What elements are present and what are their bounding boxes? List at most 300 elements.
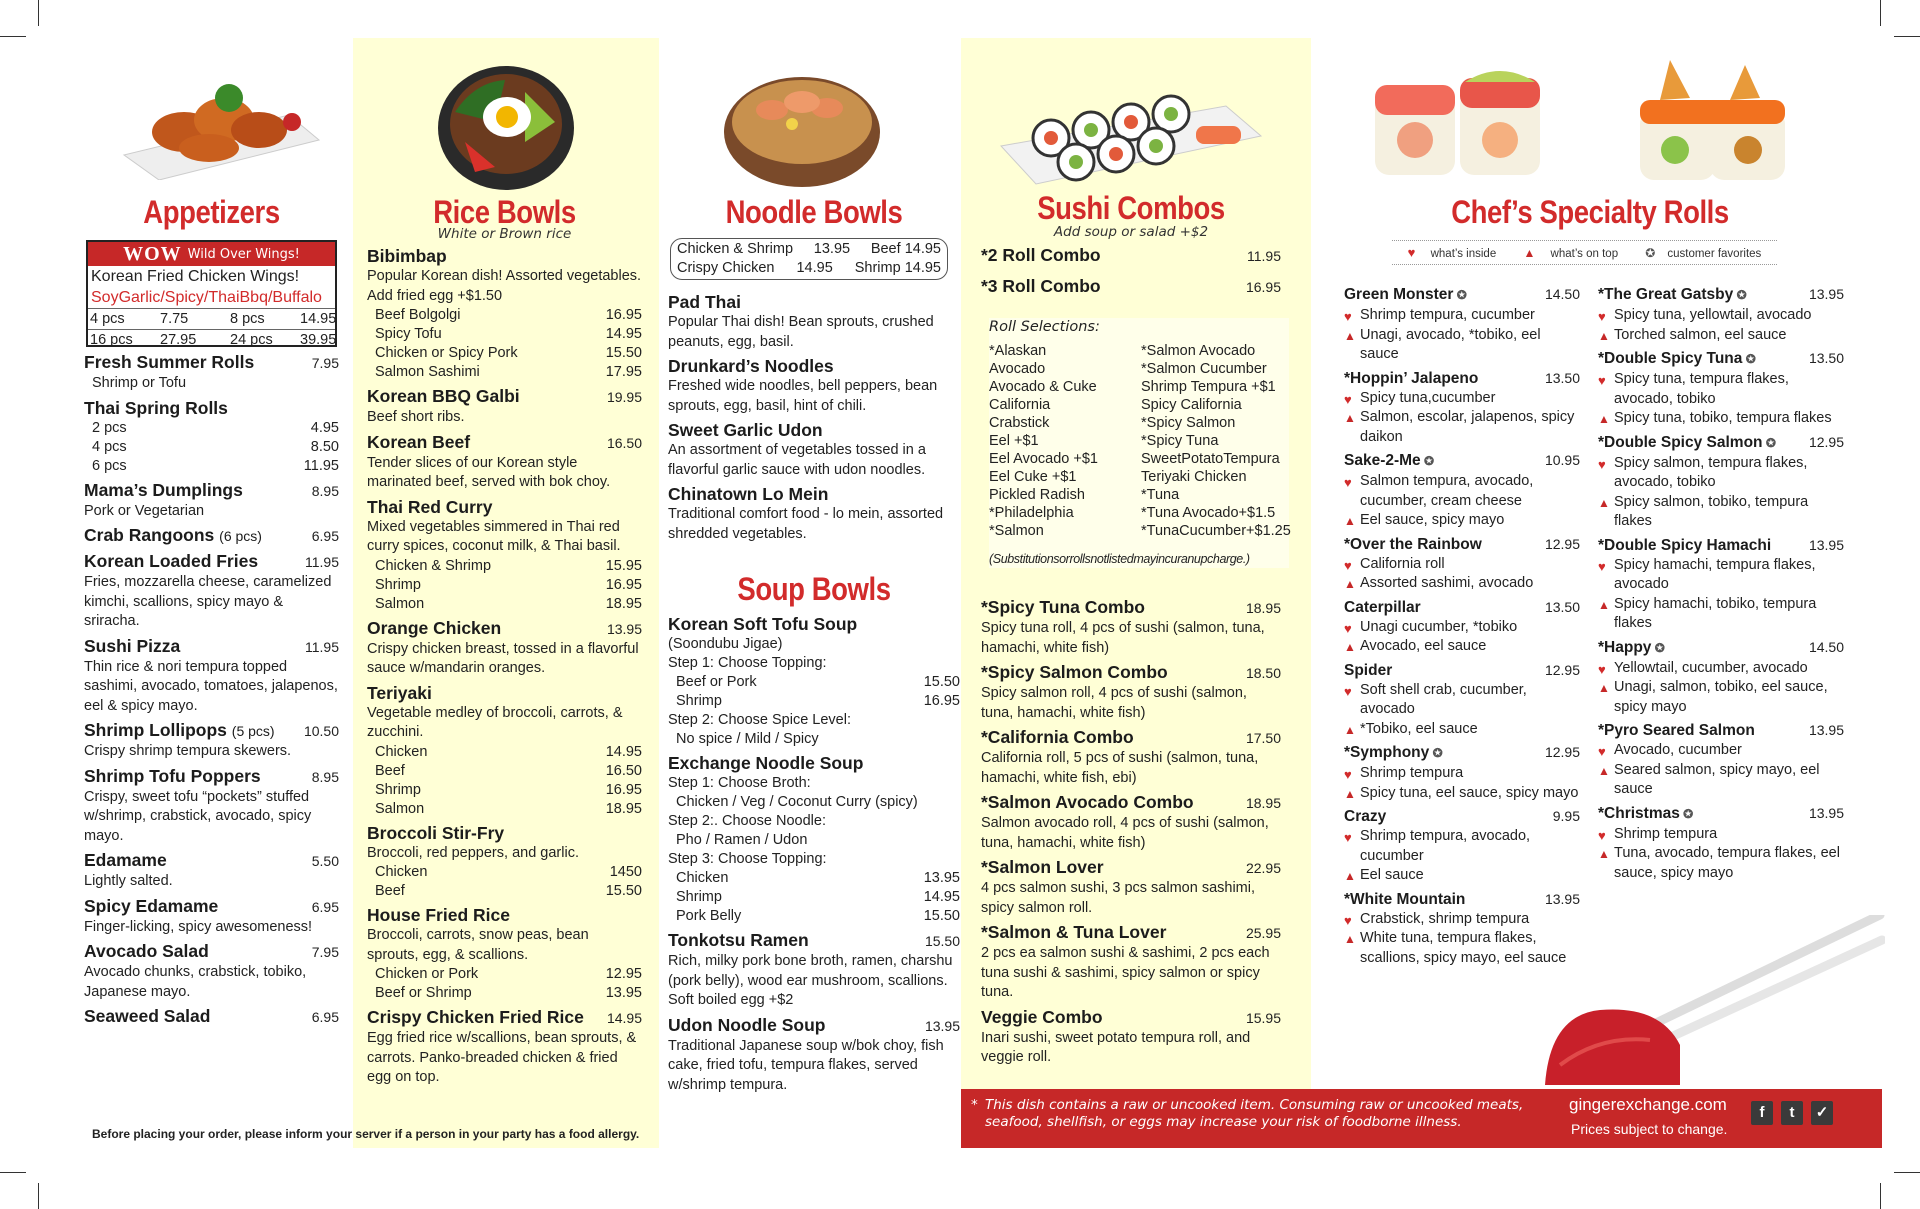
menu-item (981, 597, 1281, 658)
item-title: Tonkotsu Ramen (668, 930, 809, 950)
item-title: Sweet Garlic Udon (668, 420, 823, 440)
roll-title: *Symphony (1344, 744, 1430, 761)
option-price: 14.95 (605, 743, 642, 760)
item-title: Seaweed Salad (84, 1006, 211, 1026)
item-name-row (981, 792, 1281, 814)
wings-photo (114, 60, 324, 180)
item-price: 11.95 (305, 638, 339, 655)
item-name-row (668, 292, 960, 313)
item-option (367, 781, 642, 800)
item-title: Pad Thai (668, 292, 741, 312)
plate-icon: ▲ (1344, 411, 1356, 425)
item-description: Broccoli, carrots, snow peas, bean sprouts, egg, & scallions. (367, 927, 589, 963)
inside-text: Spicy hamachi, tempura flakes, avocado (1614, 556, 1816, 592)
item-description: Lightly salted. (84, 873, 173, 889)
option-label: No spice / Mild / Spicy (676, 731, 819, 747)
inside-text: Spicy tuna,cucumber (1360, 389, 1496, 406)
roll-inside (1598, 306, 1844, 326)
twitter-icon[interactable]: t (1781, 1101, 1803, 1125)
sushi-photo (996, 66, 1266, 186)
inside-text: Yellowtail, cucumber, avocado (1614, 659, 1808, 676)
roll-option: Crabstick (989, 415, 1050, 431)
item-price: 8.95 (311, 482, 339, 499)
option-price: 12.95 (605, 966, 642, 982)
roll-name (1598, 348, 1756, 370)
roll-topping (1598, 678, 1844, 717)
item-name (84, 636, 180, 657)
menu-item (981, 922, 1281, 1003)
favorite-icon: ✪ (1733, 288, 1747, 302)
appetizer-list (84, 352, 339, 1032)
item-description: Avocado chunks, crabstick, tobiko, Japanese mayo. (84, 964, 307, 1000)
menu-item (84, 480, 339, 522)
roll-option: *TunaCucumber+$1.25 (1141, 523, 1291, 539)
menu-item (367, 432, 642, 493)
roll-name (1598, 637, 1665, 659)
rice-bowls-subtitle: White or Brown rice (437, 226, 572, 242)
item-price: 22.95 (1245, 860, 1281, 876)
item-title: Avocado Salad (84, 941, 209, 961)
roll-option: Avocado & Cuke (989, 379, 1097, 395)
item-title: Orange Chicken (367, 617, 502, 638)
roll-name (1344, 660, 1392, 681)
item-description: Rich, milky pork bone broth, ramen, charshu (pork belly), wood ear mushroom, scallions. Soft boiled egg +$2 (668, 953, 953, 1008)
item-title: *Salmon Lover (981, 857, 1104, 877)
heart-icon: ♥ (1344, 620, 1352, 636)
item-description: Tender slices of our Korean style marinated beef, served with bok choy. (367, 454, 611, 490)
item-option (367, 306, 642, 325)
option-price: 16.95 (605, 781, 642, 798)
menu-item (981, 662, 1281, 723)
item-description: Spicy tuna roll, 4 pcs of sushi (salmon, tuna, hamachi, white fish) (981, 620, 1265, 656)
wow-logo: WOW (123, 243, 182, 265)
rice-column (367, 0, 642, 1150)
menu-item (367, 905, 642, 1003)
item-description: Crispy, sweet tofu “pockets” stuffed w/shrimp, crabstick, avocado, spicy mayo. (84, 788, 312, 844)
option-label: Chicken or Pork (375, 966, 479, 982)
item-option (668, 654, 960, 673)
item-name-row (981, 597, 1281, 619)
item-option (668, 673, 960, 692)
roll-option: *Salmon (989, 523, 1044, 539)
roll-price: 12.95 (1544, 661, 1580, 678)
specialty-roll (1598, 803, 1844, 884)
menu-item (367, 618, 642, 679)
combo-name: *2 Roll Combo (981, 245, 1101, 265)
specialty-roll (1344, 450, 1580, 531)
item-description: An assortment of vegetables tossed in a flavorful garlic sauce with udon noodles. (668, 442, 926, 478)
option-label: 4 pcs (92, 438, 127, 455)
item-name (668, 484, 828, 505)
item-title: Drunkard’s Noodles (668, 356, 834, 376)
heart-icon: ♥ (1344, 830, 1352, 845)
item-title: Udon Noodle Soup (668, 1014, 826, 1035)
roll-title: *Double Spicy Hamachi (1598, 536, 1772, 554)
plate-icon: ▲ (1344, 328, 1356, 343)
option-price: 16.95 (605, 576, 642, 593)
item-description: Traditional comfort food - lo mein, assorted shredded vegetables. (668, 506, 944, 542)
item-description: California roll, 5 pcs of sushi (salmon, tuna, hamachi, white fish, ebi) (981, 750, 1259, 786)
item-name-row (84, 720, 339, 742)
option-price: 16.50 (605, 762, 642, 779)
item-title: Spicy Edamame (84, 895, 219, 916)
option-label: Chicken (676, 870, 729, 886)
item-description: Thin rice & nori tempura topped sashimi, avocado, tomatoes, jalapenos, eel & spicy mayo. (84, 658, 338, 714)
menu-item (668, 420, 960, 480)
prices-note: Prices subject to change. (1571, 1121, 1728, 1137)
roll-option: Avocado (989, 361, 1046, 377)
roll-option: *Alaskan (989, 343, 1047, 359)
chef-specialty-title: Chef’s Specialty Rolls (1451, 194, 1729, 230)
roll-option: *Salmon Avocado (1141, 343, 1256, 359)
roll-inside (1344, 764, 1580, 784)
option-label: Shrimp (676, 889, 722, 905)
item-name (981, 792, 1194, 813)
sushi-column (981, 0, 1291, 1150)
item-description: Freshed wide noodles, bell peppers, bean sprouts, egg, basil, hint of chili. (668, 378, 938, 414)
item-name (668, 753, 863, 774)
item-option (668, 711, 960, 730)
item-title: Sushi Pizza (84, 635, 181, 656)
option-label: Beef or Shrimp (375, 985, 472, 1001)
plate-icon: ▲ (1344, 577, 1356, 591)
plate-icon: ▲ (1598, 495, 1610, 510)
item-name (84, 1006, 210, 1027)
roll-name (1344, 368, 1478, 389)
inside-text: Soft shell crab, cucumber, avocado (1360, 681, 1527, 717)
option-label: Salmon (375, 595, 425, 612)
menu-item (367, 823, 642, 902)
wings-badge-text: Wild Over Wings! (187, 247, 300, 262)
option-label: Pho / Ramen / Udon (676, 832, 808, 848)
roll-price: 14.50 (1808, 638, 1844, 655)
roll-name-row (1344, 742, 1580, 764)
item-option (367, 344, 642, 363)
heart-icon: ♥ (1407, 245, 1416, 260)
item-description: Pork or Vegetarian (84, 502, 205, 519)
favorite-icon: ✪ (1651, 640, 1665, 655)
roll-option: *Tuna Avocado+$1.5 (1141, 505, 1276, 521)
item-name (84, 941, 209, 962)
roll-inside (1344, 555, 1580, 575)
combo-row (981, 245, 1281, 267)
specialty-roll (1598, 284, 1844, 345)
roll-title: Green Monster (1344, 286, 1454, 303)
item-name-row (84, 551, 339, 573)
roll-name-row (1598, 803, 1844, 825)
item-price: 15.50 (924, 933, 960, 949)
roll-option: *Salmon Cucumber (1141, 361, 1267, 377)
wings-title: Korean Fried Chicken Wings! (91, 268, 300, 285)
roll-name (1344, 742, 1443, 764)
item-option (668, 812, 960, 831)
inside-text: Shrimp tempura (1614, 825, 1718, 842)
specialty-roll (1344, 742, 1580, 803)
item-name (981, 1007, 1103, 1028)
item-option (668, 774, 960, 793)
specialty-rolls-photo (1370, 60, 1810, 188)
item-description: Spicy salmon roll, 4 pcs of sushi (salmon, tuna, hamachi, white fish) (981, 685, 1247, 721)
soup-bowls-title: Soup Bowls (737, 571, 891, 607)
roll-title: Caterpillar (1344, 598, 1421, 616)
review-icon[interactable]: ✓ (1811, 1101, 1833, 1125)
item-name (367, 618, 501, 639)
item-name-row (367, 823, 642, 844)
option-price: 15.95 (605, 557, 642, 574)
menu-item (668, 614, 960, 749)
combo-price: 11.95 (1247, 248, 1281, 264)
item-description: Crispy shrimp tempura skewers. (84, 743, 292, 759)
roll-topping (1344, 408, 1580, 447)
item-price: 18.50 (1245, 665, 1281, 681)
menu-item (668, 484, 960, 544)
item-name (84, 720, 275, 742)
roll-option: Eel +$1 (989, 433, 1039, 449)
combo-name: *3 Roll Combo (981, 276, 1101, 296)
item-price: 19.95 (606, 389, 642, 405)
roll-price: 12.95 (1808, 433, 1844, 450)
roll-title: Spider (1344, 661, 1393, 679)
roll-name-row (1344, 284, 1580, 306)
item-name (84, 896, 218, 917)
option-price: 15.50 (923, 674, 960, 690)
legend-inside: ♥ what’s inside (1407, 245, 1497, 260)
item-title: Edamame (84, 850, 167, 870)
roll-title: *Pyro Seared Salmon (1598, 722, 1755, 739)
roll-topping (1344, 511, 1580, 531)
favorite-icon: ✪ (1762, 435, 1776, 450)
roll-title: *Happy (1598, 638, 1652, 656)
roll-name-row (1598, 535, 1844, 556)
item-price: 10.50 (303, 723, 339, 739)
roll-price: 9.95 (1552, 808, 1580, 824)
item-option (668, 793, 960, 812)
menu-item (84, 941, 339, 1002)
item-option (367, 363, 642, 382)
heart-icon: ♥ (1598, 558, 1606, 574)
item-option (84, 457, 339, 476)
item-description: Vegetable medley of broccoli, carrots, & zucchini. (367, 704, 623, 740)
roll-selections-title: Roll Selections: (989, 319, 1100, 335)
roll-topping (1344, 720, 1580, 740)
item-description: 4 pcs salmon sushi, 3 pcs salmon sashimi, spicy salmon roll. (981, 880, 1255, 916)
item-option (668, 907, 960, 926)
item-name-row (668, 930, 960, 952)
option-label: 6 pcs (92, 457, 127, 474)
item-title: House Fried Rice (367, 905, 510, 925)
sushi-combo-list (981, 597, 1281, 1072)
wings-price-row: 4 pcs 7.75 8 pcs 14.95 (88, 308, 335, 329)
roll-topping (1344, 574, 1580, 594)
heart-icon: ♥ (1598, 309, 1606, 324)
item-name-row (981, 1007, 1281, 1029)
item-option (367, 743, 642, 762)
item-price: 16.50 (606, 434, 642, 451)
item-name-row (367, 386, 642, 408)
option-label: Step 1: Choose Topping: (668, 655, 827, 671)
item-name (668, 614, 857, 635)
roll-topping (1344, 326, 1580, 365)
inside-text: Spicy salmon, tempura flakes, avocado, tobiko (1614, 454, 1808, 490)
item-title: *California Combo (981, 727, 1134, 747)
item-price: 6.95 (311, 1009, 339, 1025)
appetizers-column (84, 0, 339, 1150)
item-name-row (84, 636, 339, 658)
roll-title: Crazy (1344, 808, 1387, 825)
item-option (668, 888, 960, 907)
plate-icon: ▲ (1598, 412, 1610, 426)
menu-item (84, 636, 339, 717)
item-option (367, 984, 642, 1003)
item-option (367, 595, 642, 614)
roll-inside (1598, 659, 1844, 679)
roll-option: Shrimp Tempura +$1 (1141, 379, 1276, 395)
item-option (367, 762, 642, 781)
item-name-row (367, 618, 642, 640)
item-name-row (84, 398, 339, 419)
roll-title: *White Mountain (1344, 890, 1466, 908)
roll-option: SweetPotatoTempura (1141, 451, 1280, 467)
inside-text: Avocado, cucumber (1614, 742, 1742, 758)
item-name-row (84, 480, 339, 502)
menu-item (84, 850, 339, 892)
roll-title: *Hoppin’ Jalapeno (1344, 369, 1479, 387)
roll-title: *Christmas (1598, 804, 1680, 822)
facebook-icon[interactable]: f (1751, 1101, 1773, 1125)
roll-price: 13.95 (1808, 722, 1844, 738)
item-portion: (5 pcs) (231, 723, 275, 739)
menu-item (668, 292, 960, 352)
option-price: 4.95 (310, 419, 339, 436)
item-title: *Spicy Tuna Combo (981, 597, 1145, 617)
menu-item (981, 857, 1281, 918)
roll-inside (1344, 472, 1580, 511)
roll-price: 12.95 (1544, 744, 1580, 760)
option-label: Chicken & Shrimp (375, 557, 492, 574)
roll-inside (1344, 618, 1580, 638)
item-name (668, 356, 834, 377)
option-label: Beef (375, 762, 405, 779)
roll-option: Teriyaki Chicken (1141, 469, 1247, 485)
roll-inside (1598, 370, 1844, 409)
option-label: Step 1: Choose Broth: (668, 775, 811, 791)
item-price: 13.95 (924, 1017, 960, 1034)
legend-favorite: ✪ customer favorites (1645, 246, 1762, 260)
item-title: *Spicy Salmon Combo (981, 662, 1168, 682)
noodle-price-box (670, 238, 948, 280)
menu-item (84, 398, 339, 476)
item-name-row (668, 356, 960, 377)
plate-icon: ▲ (1598, 328, 1610, 343)
item-option (367, 576, 642, 595)
item-name-row (367, 497, 642, 518)
option-label: Salmon (375, 800, 425, 817)
item-name-row (668, 614, 960, 635)
specialty-roll (1344, 597, 1580, 657)
inside-text: Shrimp tempura, cucumber (1360, 307, 1535, 323)
menu-item (84, 896, 339, 938)
roll-inside (1598, 825, 1844, 845)
roll-inside (1344, 681, 1580, 720)
item-title: Teriyaki (367, 682, 432, 703)
item-name-row (84, 941, 339, 963)
roll-topping (1344, 637, 1580, 657)
roll-name-row (1344, 368, 1580, 389)
topping-text: Unagi, avocado, *tobiko, eel sauce (1360, 326, 1541, 362)
menu-item (84, 720, 339, 762)
heart-icon: ♥ (1598, 827, 1606, 843)
website-link[interactable]: gingerexchange.com (1569, 1095, 1727, 1114)
item-price: 8.95 (311, 768, 339, 785)
roll-name (1344, 534, 1482, 555)
wings-box (86, 240, 337, 347)
option-label: (Soondubu Jigae) (668, 636, 783, 652)
item-name-row (668, 753, 960, 774)
topping-text: White tuna, tempura flakes, scallions, spicy mayo, eel sauce (1360, 930, 1567, 966)
item-title: Crispy Chicken Fried Rice (367, 1007, 584, 1027)
roll-name (1344, 806, 1386, 827)
item-name-row (367, 1007, 642, 1029)
heart-icon: ♥ (1344, 912, 1352, 928)
item-description: Traditional Japanese soup w/bok choy, fish cake, fried tofu, tempura flakes, served w/shrimp tempura. (668, 1037, 944, 1093)
roll-topping (1598, 761, 1844, 800)
heart-icon: ♥ (1598, 456, 1606, 472)
item-title: *Salmon Avocado Combo (981, 792, 1194, 812)
roll-name (1598, 432, 1776, 454)
item-name-row (668, 1015, 960, 1037)
menu-item (668, 753, 960, 926)
topping-text: Spicy salmon, tobiko, tempura flakes (1614, 493, 1809, 529)
heart-icon: ♥ (1598, 744, 1606, 759)
wings-badge (88, 242, 335, 266)
wings-price-row: 16 pcs 27.95 24 pcs 39.95 (88, 329, 335, 350)
roll-name-row (1344, 889, 1580, 910)
option-price: 13.95 (923, 870, 960, 886)
noodle-list (668, 292, 960, 548)
item-name (84, 398, 228, 419)
option-label: Shrimp (676, 693, 722, 709)
roll-inside (1344, 827, 1580, 866)
item-name (367, 432, 470, 453)
menu-item (668, 1015, 960, 1096)
item-name-row (84, 352, 339, 374)
roll-title: *The Great Gatsby (1598, 286, 1734, 303)
menu-item (367, 386, 642, 428)
roll-title: *Over the Rainbow (1344, 535, 1482, 553)
roll-name-row (1344, 450, 1580, 472)
option-label: Shrimp (375, 781, 421, 798)
item-option (84, 438, 339, 457)
roll-name-row (1598, 637, 1844, 659)
item-price: 6.95 (311, 528, 339, 544)
plate-icon: ▲ (1344, 640, 1356, 654)
item-title: Crab Rangoons (84, 525, 215, 545)
option-price: 11.95 (303, 457, 339, 474)
item-name (668, 930, 809, 951)
item-description: Fries, mozzarella cheese, caramelized kimchi, scallions, spicy mayo & sriracha. (84, 574, 332, 629)
option-label: Step 2:. Choose Noodle: (668, 813, 826, 829)
roll-price: 13.95 (1808, 536, 1844, 553)
roll-title: *Double Spicy Tuna (1598, 350, 1743, 367)
inside-text: Salmon tempura, avocado, cucumber, cream cheese (1360, 473, 1534, 509)
item-name-row (367, 683, 642, 704)
item-price: 7.95 (311, 355, 339, 371)
item-name-row (668, 484, 960, 505)
option-price: 15.50 (605, 883, 642, 899)
roll-name-row (1344, 660, 1580, 681)
roll-option: California (989, 397, 1051, 413)
sushi-combos-subtitle: Add soup or salad +$2 (1053, 224, 1209, 240)
